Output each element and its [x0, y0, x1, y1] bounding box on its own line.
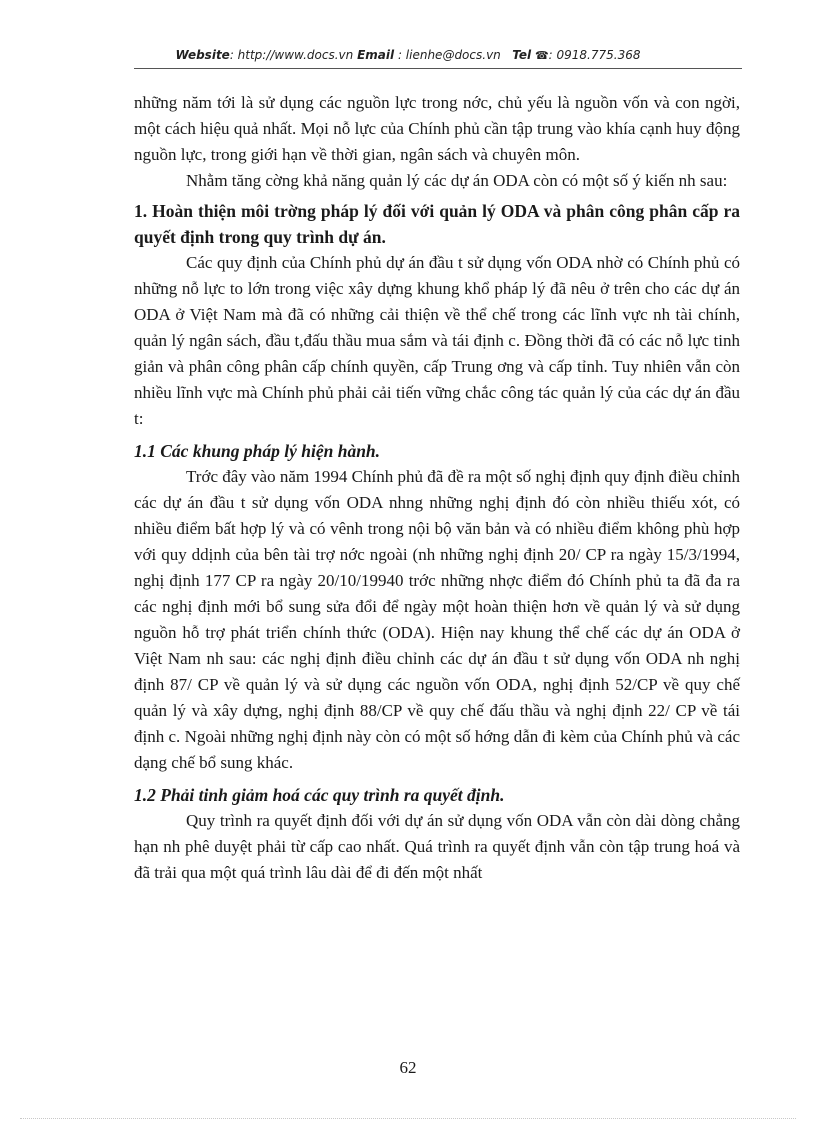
phone-icon: ☎ — [534, 49, 549, 62]
subsection-heading-1-2: 1.2 Phải tinh giảm hoá các quy trình ra quyết định. — [134, 785, 505, 805]
document-body — [134, 90, 740, 886]
subsection-heading-1-1: 1.1 Các khung pháp lý hiện hành. — [134, 441, 381, 461]
email-address[interactable]: : lienhe@docs.vn — [394, 48, 501, 62]
bottom-divider — [20, 1118, 796, 1119]
section-heading-1: 1. Hoàn thiện môi trờng pháp lý đối với quản lý ODA và phân công phân cấp ra quyết định trong quy trình dự án. — [134, 201, 740, 247]
email-label: Email — [357, 48, 395, 62]
page-number: 62 — [399, 1058, 417, 1077]
page-header — [0, 48, 816, 62]
paragraph-3: Các quy định của Chính phủ dự án đầu t sử dụng vốn ODA nhờ có Chính phủ có những nỗ lực to lớn trong việc xây dựng khung khổ pháp lý đã nêu ở trên cho các dự án ODA ở Việt Nam mà đã có những cải thiện về thể chế trong các lĩnh vực nh tài chính, quản lý ngân sách, đầu t,đấu thầu mua sắm và tái định c. Đồng thời đã có các nỗ lực tinh giản và phân công phân cấp chính quyền, cấp Trung ơng và cấp tỉnh. Tuy nhiên vẫn còn nhiều lĩnh vực mà Chính phủ phải cải tiến vững chắc công tác quản lý của các dự án đầu t: — [134, 253, 740, 428]
website-url[interactable]: : http://www.docs.vn — [229, 48, 354, 62]
website-label: Website — [175, 48, 230, 62]
paragraph-1: những năm tới là sử dụng các nguồn lực trong nớc, chủ yếu là nguồn vốn và con ngời, một cách hiệu quả nhất. Mọi nỗ lực của Chính phủ cần tập trung vào khía cạnh huy động nguồn lực, trong giới hạn về thời gian, ngân sách và chuyên môn. — [134, 93, 740, 164]
tel-number: : 0918.775.368 — [548, 48, 641, 62]
paragraph-5: Quy trình ra quyết định đối với dự án sử dụng vốn ODA vẫn còn dài dòng chẳng hạn nh phê duyệt phải từ cấp cao nhất. Quá trình ra quyết định vẫn còn tập trung hoá và đã trải qua một quá trình lâu dài để đi đến một nhất — [134, 811, 740, 882]
tel-label: Tel — [512, 48, 532, 62]
header-divider — [134, 68, 742, 69]
paragraph-4: Trớc đây vào năm 1994 Chính phủ đã đề ra một số nghị định quy định điều chỉnh các dự án đầu t sử dụng vốn ODA nhng những nghị định đó còn nhiều thiếu xót, có nhiều điểm bất hợp lý và có vênh trong nội bộ văn bản và có nhiều điểm không phù hợp với quy ddịnh của bên tài trợ nớc ngoài (nh những nghị định 20/ CP ra ngày 15/3/1994, nghị định 177 CP ra ngày 20/10/19940 trớc những nhợc điểm đó Chính phủ ta đã đa ra các nghị định mới bổ sung sửa đổi để ngày một hoàn thiện hơn về quản lý và sử dụng nguồn hỗ trợ phát triển chính thức (ODA). Hiện nay khung thể chế các dự án ODA ở Việt Nam nh sau: các nghị định điều chỉnh các dự án đầu t sử dụng vốn ODA nh nghị định 87/ CP về quản lý và sử dụng các nguồn vốn ODA, nghị định 52/CP về quy chế quản lý và xây dựng, nghị định 88/CP về quy chế đấu thầu và nghị định 22/ CP về tái định c. Ngoài những nghị định này còn có một số hớng dẫn đi kèm của Chính phủ và các dạng chế bổ sung khác. — [134, 467, 740, 772]
paragraph-2: Nhằm tăng cờng khả năng quản lý các dự án ODA còn có một số ý kiến nh sau: — [186, 171, 728, 190]
